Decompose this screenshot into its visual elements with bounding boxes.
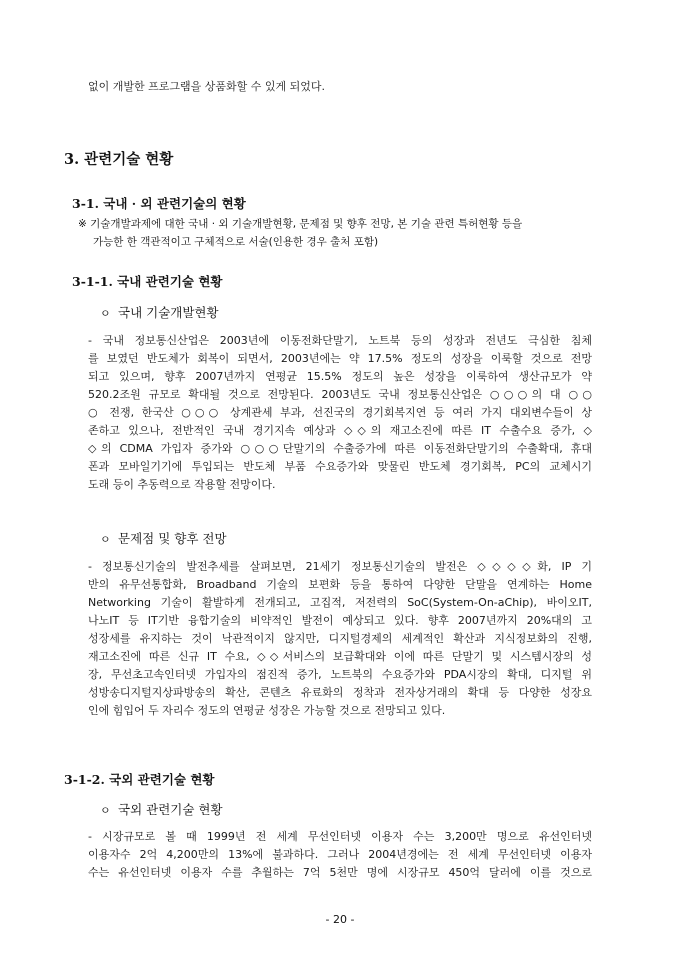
paragraph-line: 성방송디지털지상파방송의 확산, 콘텐츠 유료화의 정착과 전자상거래의 확대 등 다양한 성장요	[88, 686, 592, 699]
paragraph-line: 수는 유선인터넷 이용자 수를 추월하는 7억 5천만 명에 시장규모 450억 달러에 이를 것으로	[88, 866, 592, 879]
paragraph-line: 반의 유무선통합화, Broadband 기술의 보편화 등을 통하여 다양한 단말을 연계하는 Home	[88, 578, 592, 591]
paragraph-line: - 국내 정보통신산업은 2003년에 이동전화단말기, 노트북 등의 성장과 전년도 극심한 침체	[88, 334, 592, 347]
page-number: - 20 -	[325, 913, 355, 926]
domestic-outlook-heading	[100, 529, 227, 547]
paragraph-line: 장, 무선초고속인터넷 가입자의 점진적 증가, 노트북의 수요증가와 PDA시장의 확대, 디지털 위	[88, 668, 592, 681]
paragraph-line: - 정보통신기술의 발전추세를 살펴보면, 21세기 정보통신기술의 발전은 ◇◇◇◇화, IP 기	[88, 560, 592, 573]
circle-bullet-icon: ㅇ	[100, 804, 111, 817]
heading-text: 국내 기술개발현황	[118, 305, 219, 320]
paragraph-line: 존하고 있으나, 전반적인 국내 경기지속 예상과 ◇◇의 재고소진에 따른 IT 수출수요 증가, ◇	[88, 424, 592, 437]
paragraph-line: 재고소진에 따른 신규 IT 수요, ◇◇서비스의 보급확대와 이에 따른 단말기 및 시스템시장의 성	[88, 650, 592, 663]
paragraph-line: 성장세를 유지하는 것이 낙관적이지 않지만, 디지털경제의 세계적인 확산과 지식정보화의 진행,	[88, 632, 592, 645]
paragraph-line: 520.2조원 규모로 확대될 것으로 전망된다. 2003년도 국내 정보통신산업은 ○○○의 대 ○○	[88, 388, 592, 401]
paragraph-line: 도래 등이 추동력으로 작용할 전망이다.	[88, 478, 276, 491]
guide-note-line: ※ 기술개발과제에 대한 국내 · 외 기술개발현황, 문제점 및 향후 전망, 본 기술 관련 특허현황 등을	[78, 218, 523, 230]
domestic-title: 3-1-1. 국내 관련기술 현황	[72, 274, 223, 289]
intro-line: 없이 개발한 프로그램을 상품화할 수 있게 되었다.	[88, 80, 325, 93]
heading-text: 국외 관련기술 현황	[118, 802, 223, 817]
paragraph-line: 이용자수 2억 4,200만의 13%에 불과하다. 그러나 2004년경에는 전 세계 무선인터넷 이용자	[88, 848, 592, 861]
paragraph-line: 폰과 모바일기기에 투입되는 반도체 부품 수요증가와 맞물린 반도체 경기회복, PC의 교체시기	[88, 460, 592, 473]
circle-bullet-icon: ㅇ	[100, 533, 111, 546]
paragraph-line: 나노IT 등 IT기반 융합기술의 비약적인 발전이 예상되고 있다. 향후 2007년까지 20%대의 고	[88, 614, 592, 627]
guide-note-line: 가능한 한 객관적이고 구체적으로 서술(인용한 경우 출처 포함)	[93, 236, 379, 248]
foreign-status-heading	[100, 800, 223, 818]
paragraph-line: ◇의 CDMA 가입자 증가와 ○○○단말기의 수출증가에 따른 이동전화단말기의 수출확대, 휴대	[88, 442, 592, 455]
heading-text: 문제점 및 향후 전망	[118, 531, 227, 546]
section-title: 3. 관련기술 현황	[64, 151, 174, 168]
paragraph-line: - 시장규모로 볼 때 1999년 전 세계 무선인터넷 이용자 수는 3,200만 명으로 유선인터넷	[88, 830, 592, 843]
domestic-status-heading	[100, 303, 219, 321]
subsection-title: 3-1. 국내 · 외 관련기술의 현황	[72, 196, 246, 211]
paragraph-line: 를 보였던 반도체가 회복이 되면서, 2003년에는 약 17.5% 정도의 성장을 이룩할 것으로 전망	[88, 352, 592, 365]
paragraph-line: ○ 전쟁, 한국산 ○○○ 상계관세 부과, 선진국의 경기회복지연 등 여러 가지 대외변수들이 상	[88, 406, 592, 419]
circle-bullet-icon: ㅇ	[100, 307, 111, 320]
paragraph-line: Networking 기술이 활발하게 전개되고, 고집적, 저전력의 SoC(System-On-aChip), 바이오IT,	[88, 596, 592, 609]
paragraph-line: 인에 힘입어 두 자리수 정도의 연평균 성장은 가능할 것으로 전망되고 있다.	[88, 704, 446, 717]
foreign-title: 3-1-2. 국외 관련기술 현황	[64, 772, 215, 787]
paragraph-line: 되고 있으며, 향후 2007년까지 연평균 15.5% 정도의 높은 성장을 이룩하여 생산규모가 약	[88, 370, 592, 383]
